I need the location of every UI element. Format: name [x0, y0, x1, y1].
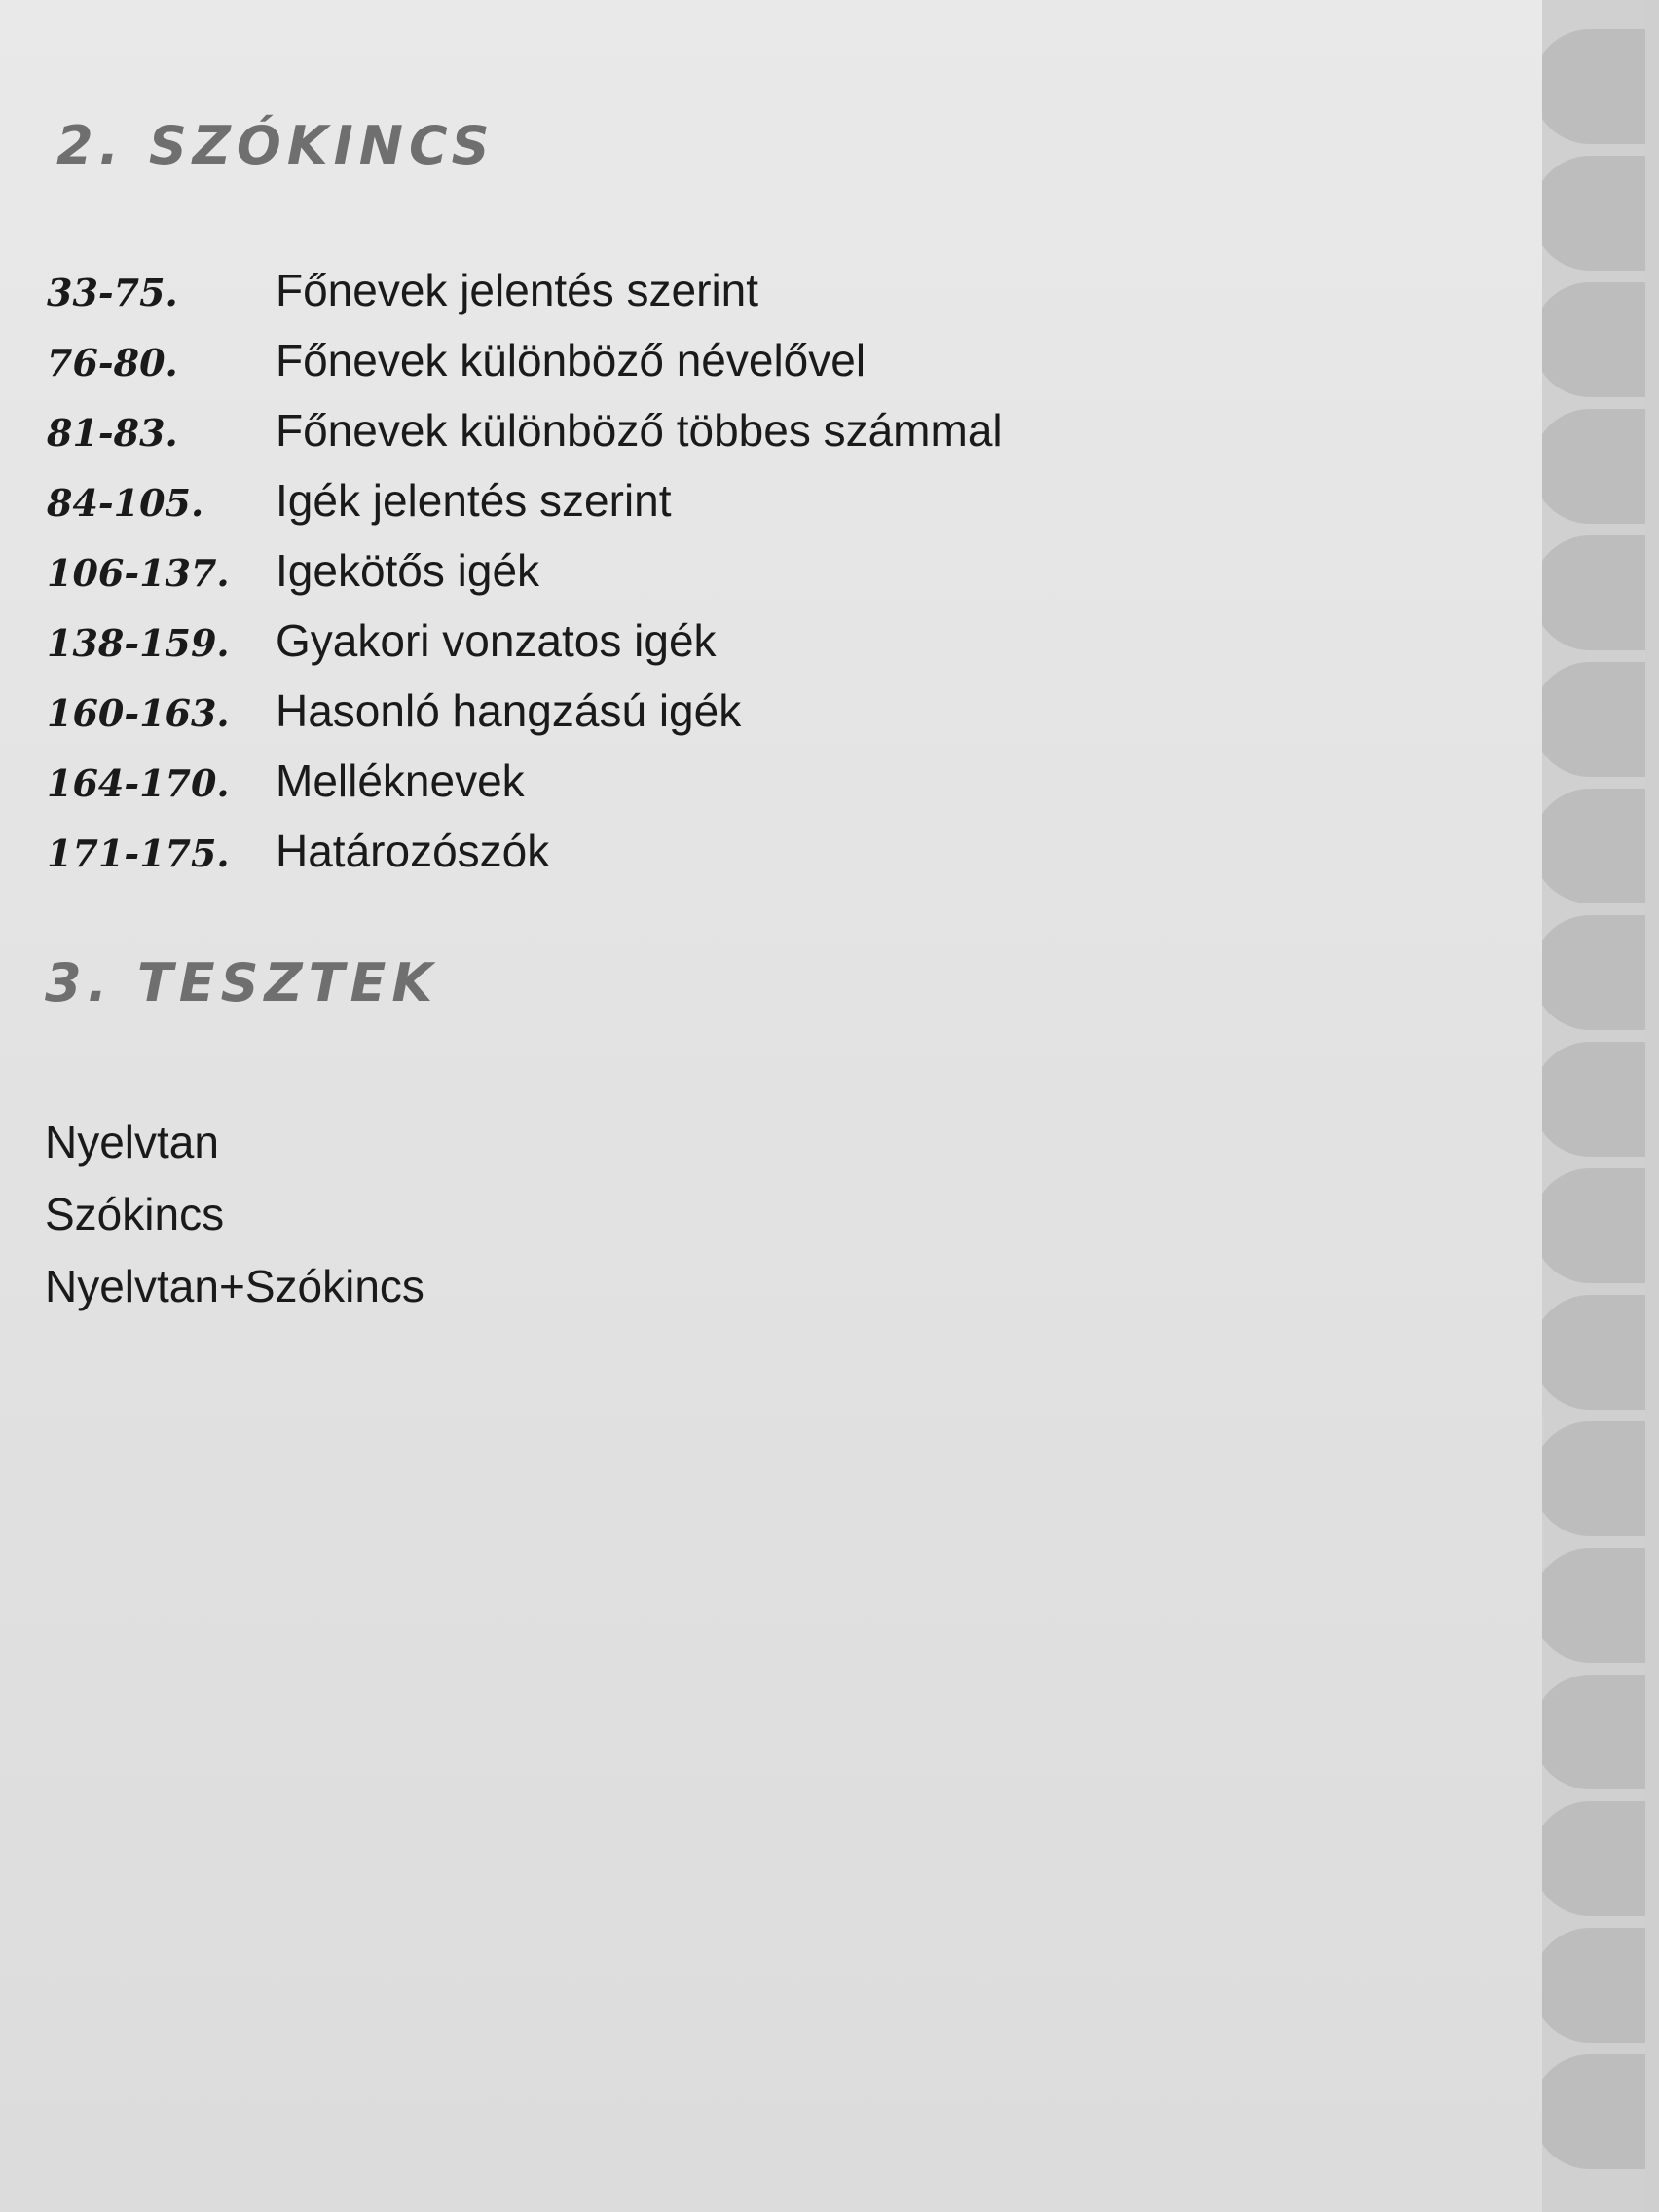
entry-label: Főnevek különböző névelővel: [276, 335, 866, 386]
edge-tab: [1542, 1168, 1659, 1283]
list-item: Nyelvtan+Szókincs: [45, 1261, 424, 1311]
edge-tab: [1542, 156, 1659, 271]
entry-label: Gyakori vonzatos igék: [276, 615, 717, 666]
entry-range: 138-159.: [47, 621, 230, 665]
toc-entry: [47, 325, 866, 395]
entry-range: 76-80.: [47, 341, 178, 385]
edge-tab: [1542, 29, 1659, 144]
edge-tab: [1542, 1421, 1659, 1536]
entry-range: 106-137.: [47, 551, 230, 595]
edge-tab: [1542, 1042, 1659, 1157]
toc-entry: [47, 465, 672, 535]
toc-entry: [47, 606, 717, 676]
entry-label: Főnevek jelentés szerint: [276, 265, 759, 315]
entry-range: 164-170.: [47, 761, 230, 805]
edge-tab: [1542, 409, 1659, 524]
tests-list: [45, 1106, 424, 1322]
entry-label: Igék jelentés szerint: [276, 475, 672, 526]
edge-tab: [1542, 915, 1659, 1030]
toc-entry: [47, 255, 758, 325]
edge-shadow: [1645, 0, 1659, 2212]
edge-tab: [1542, 1295, 1659, 1410]
entry-label: Igekötős igék: [276, 545, 540, 596]
entry-range: 84-105.: [47, 481, 204, 525]
entry-range: 33-75.: [47, 271, 178, 314]
edge-tab: [1542, 1548, 1659, 1663]
section-title-tesztek: 3. TESZTEK: [45, 952, 439, 1014]
page-edge-tabs: [1542, 0, 1659, 2212]
edge-tab: [1542, 535, 1659, 650]
edge-tab: [1542, 662, 1659, 777]
edge-tab: [1542, 2054, 1659, 2169]
toc-entry: [47, 395, 1003, 465]
entry-range: 81-83.: [47, 411, 178, 455]
list-item: Szókincs: [45, 1189, 225, 1239]
entry-label: Főnevek különböző többes számmal: [276, 405, 1003, 456]
toc-entry: [47, 676, 741, 746]
section-title-szokincs: 2. SZÓKINCS: [56, 115, 496, 176]
entry-label: Hasonló hangzású igék: [276, 685, 742, 736]
edge-tab: [1542, 282, 1659, 397]
toc-entry: [47, 746, 525, 816]
toc-entry: [47, 816, 549, 886]
list-item: Nyelvtan: [45, 1117, 219, 1167]
edge-tab: [1542, 1675, 1659, 1789]
entry-range: 171-175.: [47, 831, 230, 875]
entry-range: 160-163.: [47, 691, 230, 735]
entry-label: Határozószók: [276, 826, 550, 876]
edge-tab: [1542, 1801, 1659, 1916]
edge-tab: [1542, 1928, 1659, 2043]
entry-label: Melléknevek: [276, 756, 525, 806]
toc-entry: [47, 535, 539, 606]
edge-tab: [1542, 789, 1659, 903]
